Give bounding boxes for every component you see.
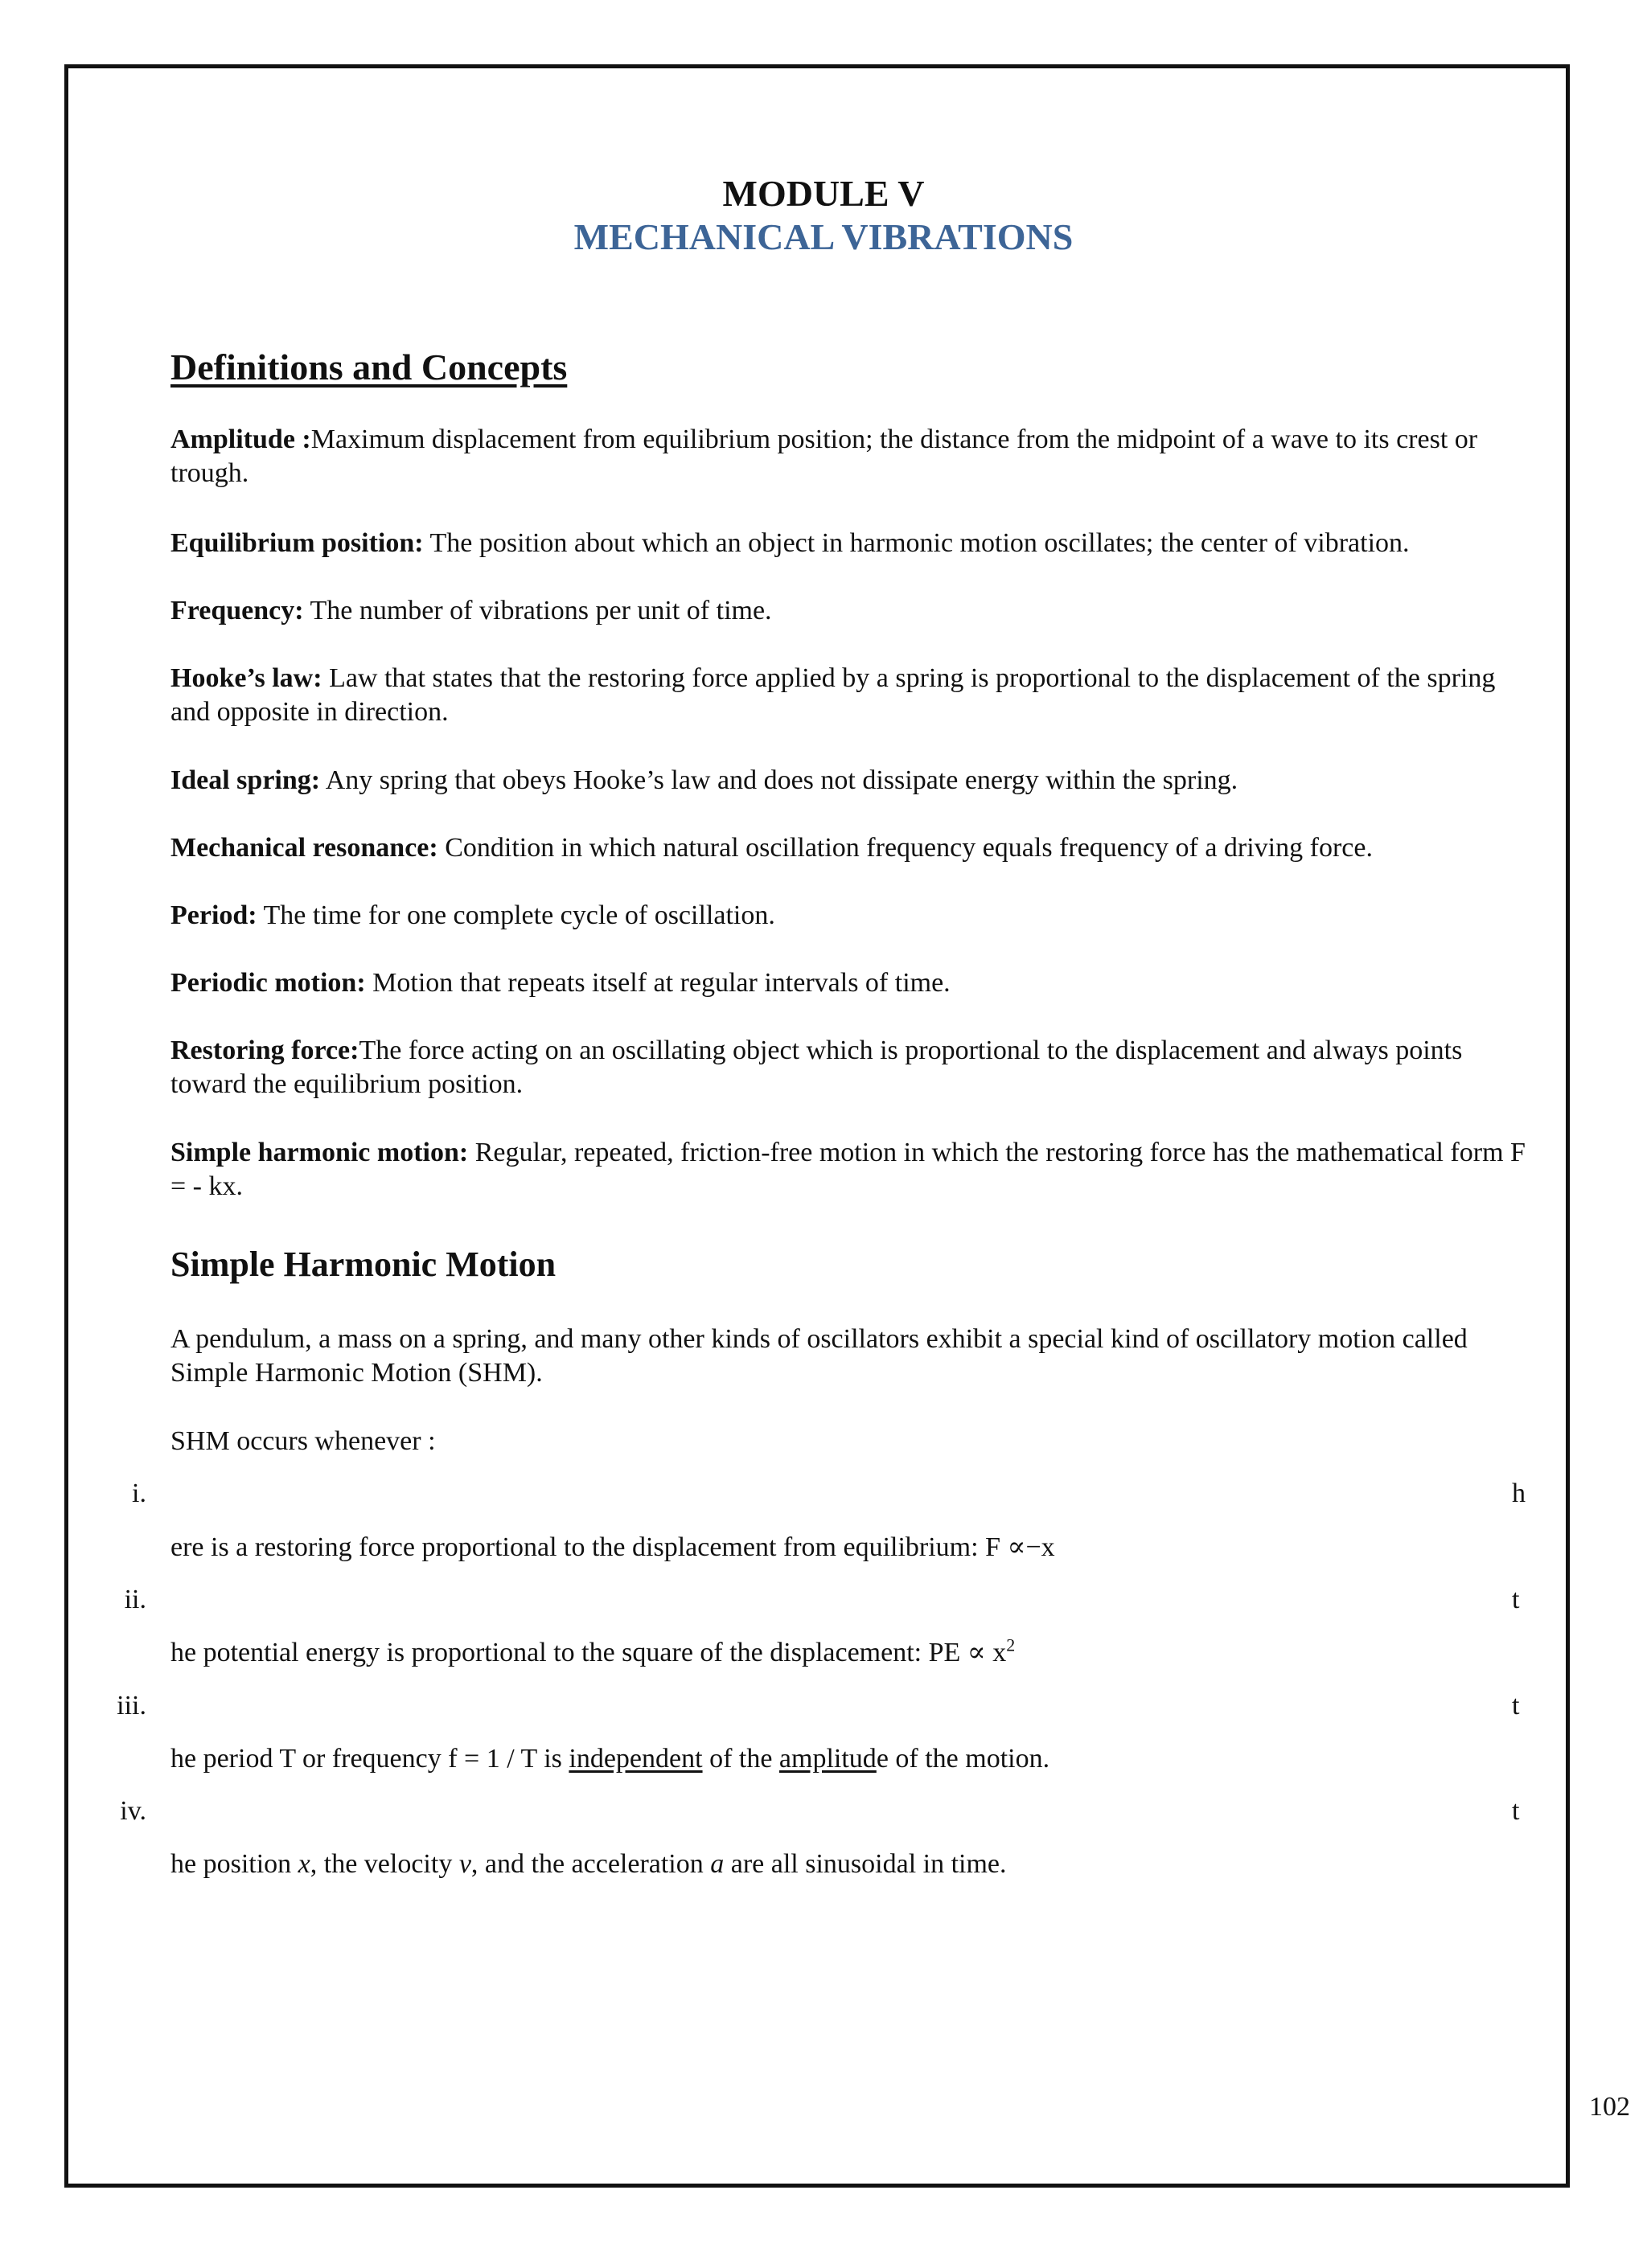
list-marker: ii. [124,1585,146,1614]
shm-occurs: SHM occurs whenever : [170,1426,436,1456]
list-item-text [170,1636,1530,1670]
italic-variable: v [458,1849,471,1879]
text-run: e of the motion. [876,1744,1050,1774]
definition-term: Ideal spring: [170,765,321,795]
definition-simple-harmonic-motion [170,1136,1530,1204]
definition-ideal-spring [170,764,1530,798]
definition-term: Restoring force: [170,1036,359,1065]
text-run: he period T or frequency f = 1 / T is [170,1744,569,1774]
list-item-text: ere is a restoring force proportional to the displacement from equilibrium: F ∝−x [170,1532,1055,1562]
underlined-term: amplitud [778,1744,877,1774]
shm-intro: A pendulum, a mass on a spring, and many other kinds of oscillators exhibit a special kind of oscillatory motion called Simple Harmonic Motion (SHM). [170,1324,1468,1388]
definition-term: Mechanical resonance: [170,833,438,863]
text-run: , and the acceleration [470,1849,711,1879]
definition-text: The force acting on an oscillating object which is proportional to the displacement and always points toward the equilibrium position. [170,1036,1463,1099]
list-letter: h [1512,1479,1526,1508]
list-letter: t [1512,1691,1520,1720]
definition-text: Condition in which natural oscillation frequency equals frequency of a driving force. [437,833,1373,863]
definitions-heading: Definitions and Concepts [170,347,568,388]
definition-text: Maximum displacement from equilibrium position; the distance from the midpoint of a wave to its crest or trough. [170,424,1478,488]
underlined-term: independent [569,1744,703,1774]
text-run: he position [170,1849,298,1879]
definition-text: Any spring that obeys Hooke’s law and does not dissipate energy within the spring. [320,765,1238,795]
list-letter: t [1512,1796,1520,1826]
definition-frequency [170,594,1530,628]
module-title: MODULE V [722,173,925,214]
definition-mechanical-resonance [170,831,1530,865]
definition-periodic-motion [170,966,1530,1000]
definition-text: Law that states that the restoring force applied by a spring is proportional to the displacement of the spring and opposite in direction. [170,663,1496,727]
definition-term: Periodic motion: [170,968,366,998]
list-marker: iii. [117,1691,146,1720]
italic-variable: x [298,1849,310,1879]
definition-term: Period: [170,900,257,930]
definition-term: Simple harmonic motion: [170,1138,469,1167]
superscript: 2 [1006,1634,1016,1655]
text-run: , the velocity [310,1849,459,1879]
definition-amplitude [170,423,1530,490]
definition-text: Motion that repeats itself at regular intervals of time. [365,968,951,998]
module-subtitle: MECHANICAL VIBRATIONS [573,216,1074,257]
definition-term: Frequency: [170,596,304,625]
definition-equilibrium-position [170,527,1530,560]
definition-term: Hooke’s law: [170,663,322,693]
definition-text: The position about which an object in harmonic motion oscillates; the center of vibration. [423,528,1410,558]
definition-restoring-force [170,1034,1530,1101]
list-item-text-main: he potential energy is proportional to the square of the displacement: PE ∝ x [170,1638,1007,1667]
page-number: 102 [1589,2092,1630,2122]
list-item-text [170,1848,1530,1881]
definition-text: The time for one complete cycle of oscillation. [257,900,775,930]
definition-term: Amplitude : [170,424,311,454]
definition-term: Equilibrium position: [170,528,424,558]
list-item-text [170,1742,1530,1776]
list-marker: i. [132,1479,146,1508]
text-run: are all sinusoidal in time. [724,1849,1007,1879]
definition-period [170,899,1530,933]
italic-variable: a [710,1849,725,1879]
definition-text: Regular, repeated, friction-free motion in which the restoring force has the mathematical form F = - kx. [170,1138,1526,1201]
list-letter: t [1512,1585,1520,1614]
list-marker: iv. [120,1796,146,1826]
text-run: of the [702,1744,779,1774]
title-block [0,172,1647,259]
definition-hookes-law [170,662,1530,729]
shm-heading: Simple Harmonic Motion [170,1245,557,1284]
definition-text: The number of vibrations per unit of time. [303,596,772,625]
